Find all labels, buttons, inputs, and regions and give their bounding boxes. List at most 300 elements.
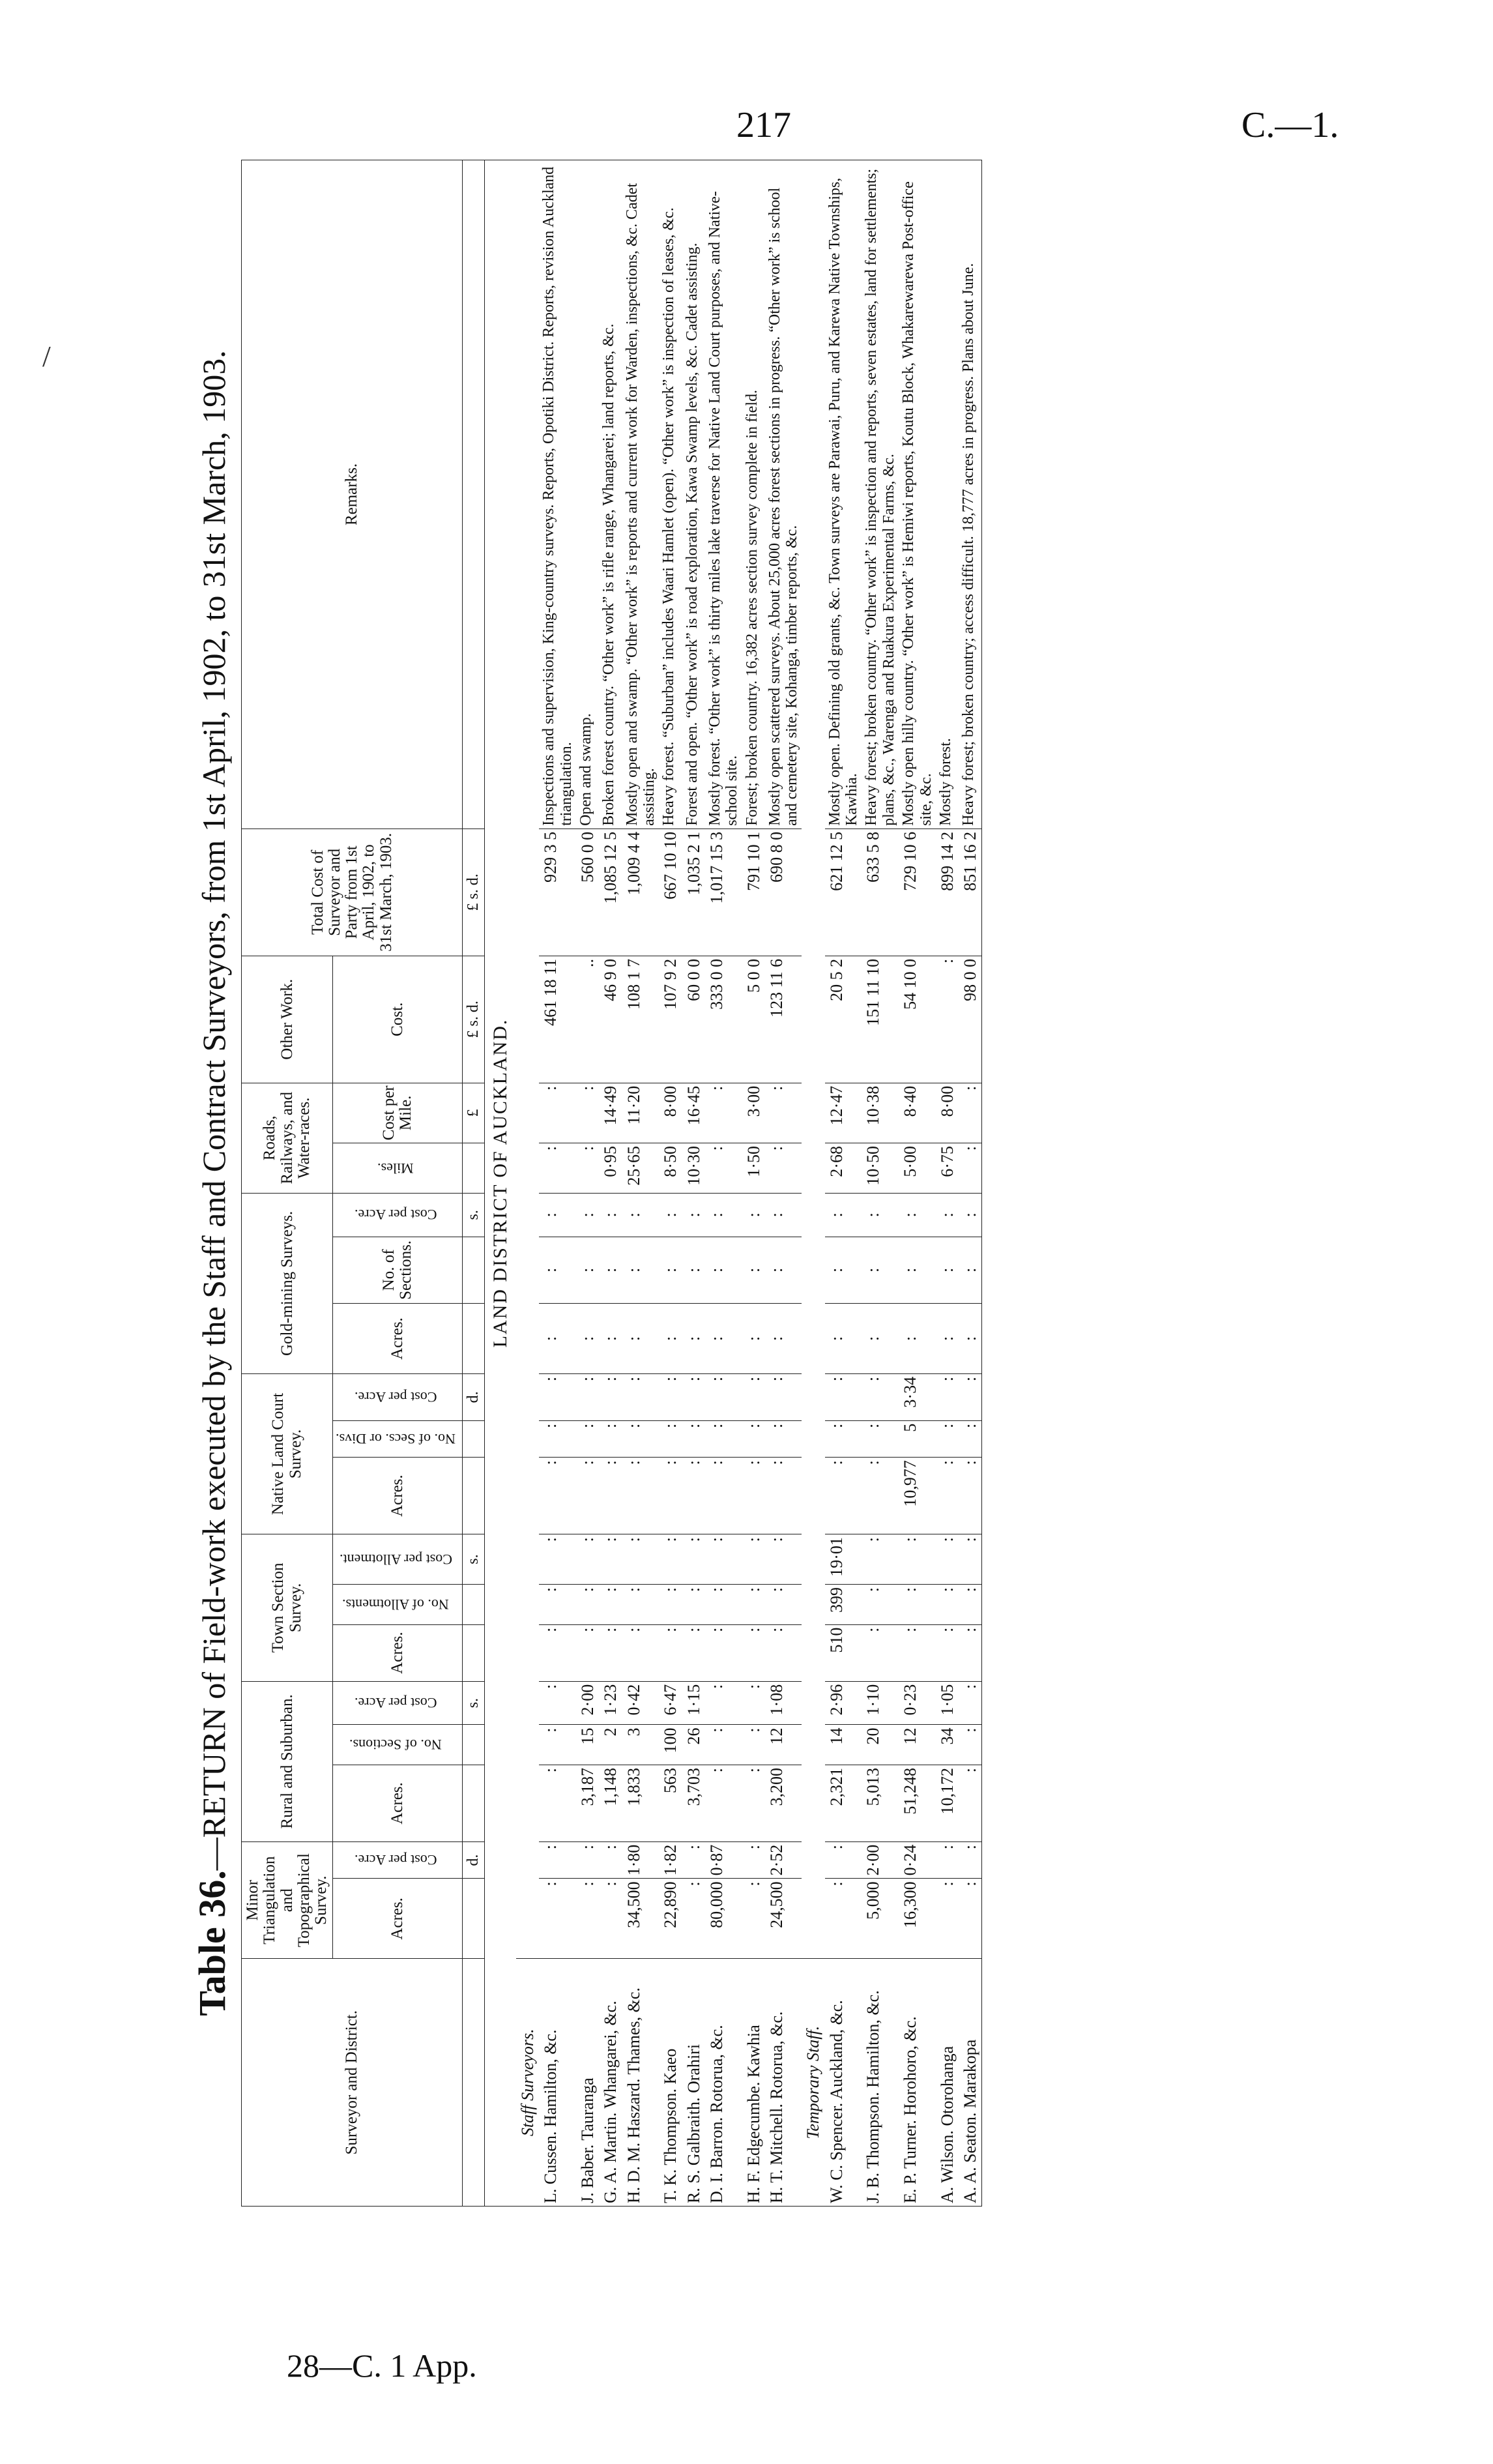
subheader-cost-per-acre bbox=[333, 1373, 463, 1420]
rural-cost-cell: 2·96 bbox=[825, 1681, 862, 1725]
native-secs-cell: : bbox=[959, 1420, 982, 1457]
table-row bbox=[576, 160, 599, 2207]
rural-acres-cell: 10,172 bbox=[936, 1765, 959, 1842]
rural-sections-cell: 2 bbox=[599, 1725, 622, 1765]
rural-cost-cell: : bbox=[959, 1681, 982, 1725]
miles-cell: : bbox=[765, 1143, 802, 1194]
total-cost-cell: 667 10 10 bbox=[659, 829, 682, 956]
native-secs-cell: 5 bbox=[899, 1420, 936, 1457]
town-allotments-cell: : bbox=[599, 1585, 622, 1625]
subheader-cost-per-allotment-text: Cost per Allotment. bbox=[339, 1551, 452, 1568]
tri-cost-cell: 2·52 bbox=[765, 1841, 802, 1878]
subheader-cost-per-allotment bbox=[333, 1534, 463, 1585]
gold-sections-cell: : bbox=[659, 1237, 682, 1304]
native-acres-cell: : bbox=[959, 1458, 982, 1534]
remarks-cell: Forest and open. “Other work” is road exploration, Kawa Swamp levels, &c. Cadet assisting. bbox=[682, 160, 705, 829]
town-acres-cell: : bbox=[765, 1624, 802, 1681]
subheader-cost-per-acre bbox=[333, 1681, 463, 1725]
miles-cell: : bbox=[959, 1143, 982, 1194]
subheader-miles bbox=[333, 1143, 463, 1194]
remarks-cell: Mostly open and swamp. “Other work” is reports and current work for Warden, inspections, &c. Cadet assisting. bbox=[622, 160, 660, 829]
surveyor-cell: A. A. Seaton. Marakopa bbox=[959, 1959, 982, 2207]
gold-cost-cell: : bbox=[742, 1193, 765, 1237]
tri-cost-cell: : bbox=[539, 1841, 576, 1878]
town-cost-cell: 19·01 bbox=[825, 1534, 862, 1585]
gold-cost-cell: : bbox=[862, 1193, 899, 1237]
gold-sections-cell: : bbox=[765, 1237, 802, 1304]
rural-cost-cell: 6·47 bbox=[659, 1681, 682, 1725]
town-cost-cell: : bbox=[862, 1534, 899, 1585]
other-work-cost-cell: 108 1 7 bbox=[622, 956, 660, 1083]
rural-acres-cell: 3,187 bbox=[576, 1765, 599, 1842]
subheader-cost: Cost. bbox=[333, 956, 463, 1083]
units-cell: £ s. d. bbox=[463, 829, 485, 956]
tri-cost-cell: 0·87 bbox=[705, 1841, 742, 1878]
remarks-cell: Open and swamp. bbox=[576, 160, 599, 829]
margin-mark: / bbox=[42, 340, 51, 373]
town-acres-cell: : bbox=[936, 1624, 959, 1681]
rural-sections-cell: 12 bbox=[765, 1725, 802, 1765]
total-cost-cell: 929 3 5 bbox=[539, 829, 576, 956]
native-secs-cell: : bbox=[539, 1420, 576, 1457]
total-cost-cell: 633 5 8 bbox=[862, 829, 899, 956]
rural-cost-cell: 2·00 bbox=[576, 1681, 599, 1725]
header-surveyor: Surveyor and District. bbox=[242, 1959, 463, 2207]
town-acres-cell: : bbox=[705, 1624, 742, 1681]
native-cost-cell: : bbox=[825, 1373, 862, 1420]
subheader-acres: Acres. bbox=[333, 1765, 463, 1842]
rural-cost-cell: : bbox=[539, 1681, 576, 1725]
cost-per-mile-cell: 3·00 bbox=[742, 1083, 765, 1143]
header-roads: Roads, Railways, and Water-races. bbox=[242, 1083, 333, 1193]
town-acres-cell: : bbox=[539, 1624, 576, 1681]
town-acres-cell: 510 bbox=[825, 1624, 862, 1681]
town-allotments-cell: : bbox=[899, 1585, 936, 1625]
units-cell bbox=[463, 160, 485, 829]
tri-acres-cell: : bbox=[682, 1879, 705, 1959]
miles-cell: 5·00 bbox=[899, 1143, 936, 1194]
surveyor-cell: J. Baber. Tauranga bbox=[576, 1959, 599, 2207]
field-work-return-table bbox=[241, 160, 982, 2207]
rural-sections-cell: : bbox=[705, 1725, 742, 1765]
table-row bbox=[682, 160, 705, 2207]
town-cost-cell: : bbox=[622, 1534, 660, 1585]
remarks-cell: Mostly forest. “Other work” is thirty miles lake traverse for Native Land Court purposes, and Native-school site. bbox=[705, 160, 742, 829]
total-cost-cell: 1,017 15 3 bbox=[705, 829, 742, 956]
town-cost-cell: : bbox=[765, 1534, 802, 1585]
subheader-no-secs-divs-text: No. of Secs. or Divs. bbox=[336, 1430, 456, 1447]
header-gold-mining: Gold-mining Surveys. bbox=[242, 1193, 333, 1373]
other-work-cost-cell: 333 0 0 bbox=[705, 956, 742, 1083]
table-row bbox=[862, 160, 899, 2207]
remarks-cell: Heavy forest; broken country. “Other work” is inspection and reports, seven estates, land for settlements; plans, &c., Warenga and Ruakura Experimental Farms, &c. bbox=[862, 160, 899, 829]
tri-cost-cell: 1·82 bbox=[659, 1841, 682, 1878]
rural-acres-cell: 3,200 bbox=[765, 1765, 802, 1842]
total-cost-cell: 560 0 0 bbox=[576, 829, 599, 956]
total-cost-cell: 899 14 2 bbox=[936, 829, 959, 956]
table-row bbox=[765, 160, 802, 2207]
gold-sections-cell: : bbox=[622, 1237, 660, 1304]
table-row bbox=[599, 160, 622, 2207]
units-cell bbox=[463, 1765, 485, 1842]
town-allotments-cell: : bbox=[659, 1585, 682, 1625]
tri-acres-cell: 16,300 bbox=[899, 1879, 936, 1959]
native-acres-cell: : bbox=[682, 1458, 705, 1534]
miles-cell: 10·30 bbox=[682, 1143, 705, 1194]
tri-acres-cell: : bbox=[599, 1879, 622, 1959]
header-town-section: Town Section Survey. bbox=[242, 1534, 333, 1682]
table-row bbox=[825, 160, 862, 2207]
town-allotments-cell: : bbox=[862, 1585, 899, 1625]
caption-row bbox=[516, 160, 539, 2207]
units-cell bbox=[463, 1143, 485, 1194]
gold-cost-cell: : bbox=[599, 1193, 622, 1237]
miles-cell: 2·68 bbox=[825, 1143, 862, 1194]
gold-sections-cell: : bbox=[599, 1237, 622, 1304]
tri-cost-cell: : bbox=[825, 1841, 862, 1878]
gold-acres-cell: : bbox=[659, 1304, 682, 1374]
rural-sections-cell: : bbox=[959, 1725, 982, 1765]
tri-cost-cell: : bbox=[742, 1841, 765, 1878]
subheader-cost-per-acre-text: Cost per Acre. bbox=[354, 1207, 437, 1224]
table-number: Table 36. bbox=[191, 1870, 233, 2016]
tri-acres-cell: : bbox=[742, 1879, 765, 1959]
surveyor-cell: W. C. Spencer. Auckland, &c. bbox=[825, 1959, 862, 2207]
gold-sections-cell: : bbox=[862, 1237, 899, 1304]
cost-per-mile-cell: 8·00 bbox=[659, 1083, 682, 1143]
remarks-cell: Mostly open hilly country. “Other work” is Hemiwi reports, Koutu Block, Whakarewarewa Post-office site, &c. bbox=[899, 160, 936, 829]
subheader-cost-per-acre-text: Cost per Acre. bbox=[354, 1695, 437, 1712]
native-secs-cell: : bbox=[682, 1420, 705, 1457]
surveyor-cell: D. I. Barron. Rotorua, &c. bbox=[705, 1959, 742, 2207]
gold-sections-cell: : bbox=[825, 1237, 862, 1304]
total-cost-cell: 791 10 1 bbox=[742, 829, 765, 956]
gold-acres-cell: : bbox=[599, 1304, 622, 1374]
native-secs-cell: : bbox=[599, 1420, 622, 1457]
rural-cost-cell: 1·10 bbox=[862, 1681, 899, 1725]
units-cell bbox=[463, 1959, 485, 2207]
header-native-land-court: Native Land Court Survey. bbox=[242, 1373, 333, 1534]
native-acres-cell: : bbox=[599, 1458, 622, 1534]
rotated-table-page bbox=[189, 160, 1355, 2207]
cost-per-mile-cell: 10·38 bbox=[862, 1083, 899, 1143]
header-remarks: Remarks. bbox=[242, 160, 463, 829]
other-work-cost-cell: 98 0 0 bbox=[959, 956, 982, 1083]
table-row bbox=[705, 160, 742, 2207]
temporary-rows bbox=[825, 160, 982, 2207]
tri-cost-cell: : bbox=[599, 1841, 622, 1878]
table-row bbox=[936, 160, 959, 2207]
native-acres-cell: : bbox=[825, 1458, 862, 1534]
native-cost-cell: : bbox=[765, 1373, 802, 1420]
native-cost-cell: : bbox=[659, 1373, 682, 1420]
town-acres-cell: : bbox=[899, 1624, 936, 1681]
native-secs-cell: : bbox=[576, 1420, 599, 1457]
gold-sections-cell: : bbox=[705, 1237, 742, 1304]
tri-acres-cell: : bbox=[825, 1879, 862, 1959]
cost-per-mile-cell: : bbox=[576, 1083, 599, 1143]
surveyor-cell: H. T. Mitchell. Rotorua, &c. bbox=[765, 1959, 802, 2207]
district-row bbox=[485, 160, 517, 2207]
table-row bbox=[742, 160, 765, 2207]
temporary-staff-caption: Temporary Staff. bbox=[802, 1959, 824, 2207]
town-cost-cell: : bbox=[539, 1534, 576, 1585]
native-cost-cell: : bbox=[622, 1373, 660, 1420]
tri-acres-cell: 34,500 bbox=[622, 1879, 660, 1959]
town-acres-cell: : bbox=[862, 1624, 899, 1681]
native-cost-cell: : bbox=[936, 1373, 959, 1420]
gold-sections-cell: : bbox=[682, 1237, 705, 1304]
units-cell: d. bbox=[463, 1841, 485, 1878]
rural-acres-cell: 3,703 bbox=[682, 1765, 705, 1842]
surveyor-cell: G. A. Martin. Whangarei, &c. bbox=[599, 1959, 622, 2207]
surveyor-cell: L. Cussen. Hamilton, &c. bbox=[539, 1959, 576, 2207]
units-cell: £ s. d. bbox=[463, 956, 485, 1083]
native-secs-cell: : bbox=[936, 1420, 959, 1457]
gold-cost-cell: : bbox=[825, 1193, 862, 1237]
rural-acres-cell: : bbox=[959, 1765, 982, 1842]
miles-cell: 0·95 bbox=[599, 1143, 622, 1194]
miles-cell: : bbox=[576, 1143, 599, 1194]
town-allotments-cell: : bbox=[622, 1585, 660, 1625]
units-cell bbox=[463, 1585, 485, 1625]
surveyor-cell: E. P. Turner. Horohoro, &c. bbox=[899, 1959, 936, 2207]
rural-acres-cell: 51,248 bbox=[899, 1765, 936, 1842]
rural-sections-cell: 15 bbox=[576, 1725, 599, 1765]
miles-cell: : bbox=[539, 1143, 576, 1194]
gold-cost-cell: : bbox=[622, 1193, 660, 1237]
native-secs-cell: : bbox=[765, 1420, 802, 1457]
town-allotments-cell: 399 bbox=[825, 1585, 862, 1625]
cost-per-mile-cell: 14·49 bbox=[599, 1083, 622, 1143]
tri-acres-cell: 22,890 bbox=[659, 1879, 682, 1959]
total-cost-cell: 690 8 0 bbox=[765, 829, 802, 956]
town-allotments-cell: : bbox=[682, 1585, 705, 1625]
subheader-cost-per-acre bbox=[333, 1841, 463, 1878]
tri-acres-cell: : bbox=[936, 1879, 959, 1959]
tri-cost-cell: : bbox=[936, 1841, 959, 1878]
rural-acres-cell: : bbox=[742, 1765, 765, 1842]
rural-sections-cell: : bbox=[742, 1725, 765, 1765]
cost-per-mile-cell: 11·20 bbox=[622, 1083, 660, 1143]
town-allotments-cell: : bbox=[765, 1585, 802, 1625]
gold-acres-cell: : bbox=[742, 1304, 765, 1374]
native-cost-cell: : bbox=[705, 1373, 742, 1420]
subheader-cost-per-acre-text: Cost per Acre. bbox=[354, 1388, 437, 1405]
gold-cost-cell: : bbox=[576, 1193, 599, 1237]
rural-acres-cell: 5,013 bbox=[862, 1765, 899, 1842]
cost-per-mile-cell: : bbox=[959, 1083, 982, 1143]
gold-sections-cell: : bbox=[576, 1237, 599, 1304]
gold-cost-cell: : bbox=[765, 1193, 802, 1237]
caption-spacer bbox=[516, 160, 539, 1959]
rural-cost-cell: 0·42 bbox=[622, 1681, 660, 1725]
units-row bbox=[463, 160, 485, 2207]
native-secs-cell: : bbox=[622, 1420, 660, 1457]
native-acres-cell: : bbox=[539, 1458, 576, 1534]
table-row bbox=[899, 160, 936, 2207]
remarks-cell: Heavy forest; broken country; access difficult. 18,777 acres in progress. Plans about June. bbox=[959, 160, 982, 829]
town-acres-cell: : bbox=[622, 1624, 660, 1681]
town-allotments-cell: : bbox=[705, 1585, 742, 1625]
rural-cost-cell: 0·23 bbox=[899, 1681, 936, 1725]
other-work-cost-cell: 461 18 11 bbox=[539, 956, 576, 1083]
gold-acres-cell: : bbox=[682, 1304, 705, 1374]
native-secs-cell: : bbox=[742, 1420, 765, 1457]
rural-cost-cell: : bbox=[742, 1681, 765, 1725]
town-cost-cell: : bbox=[936, 1534, 959, 1585]
town-allotments-cell: : bbox=[742, 1585, 765, 1625]
gold-acres-cell: : bbox=[825, 1304, 862, 1374]
gold-cost-cell: : bbox=[959, 1193, 982, 1237]
town-acres-cell: : bbox=[576, 1624, 599, 1681]
gold-cost-cell: : bbox=[705, 1193, 742, 1237]
rural-acres-cell: 2,321 bbox=[825, 1765, 862, 1842]
other-work-cost-cell: 107 9 2 bbox=[659, 956, 682, 1083]
rural-sections-cell: 14 bbox=[825, 1725, 862, 1765]
town-cost-cell: : bbox=[576, 1534, 599, 1585]
gold-acres-cell: : bbox=[936, 1304, 959, 1374]
miles-cell: 25·65 bbox=[622, 1143, 660, 1194]
gold-acres-cell: : bbox=[622, 1304, 660, 1374]
rural-cost-cell: 1·15 bbox=[682, 1681, 705, 1725]
gold-acres-cell: : bbox=[862, 1304, 899, 1374]
subheader-acres: Acres. bbox=[333, 1304, 463, 1374]
miles-cell: 6·75 bbox=[936, 1143, 959, 1194]
tri-cost-cell: 0·24 bbox=[899, 1841, 936, 1878]
subheader-no-secs-divs bbox=[333, 1420, 463, 1457]
surveyor-cell: J. B. Thompson. Hamilton, &c. bbox=[862, 1959, 899, 2207]
total-cost-cell: 1,035 2 1 bbox=[682, 829, 705, 956]
native-secs-cell: : bbox=[705, 1420, 742, 1457]
gold-acres-cell: : bbox=[899, 1304, 936, 1374]
gold-cost-cell: : bbox=[539, 1193, 576, 1237]
gold-sections-cell: : bbox=[959, 1237, 982, 1304]
town-cost-cell: : bbox=[742, 1534, 765, 1585]
rural-acres-cell: : bbox=[705, 1765, 742, 1842]
tri-cost-cell: : bbox=[959, 1841, 982, 1878]
native-acres-cell: : bbox=[862, 1458, 899, 1534]
town-cost-cell: : bbox=[682, 1534, 705, 1585]
total-cost-cell: 1,009 4 4 bbox=[622, 829, 660, 956]
other-work-cost-cell: 151 11 10 bbox=[862, 956, 899, 1083]
gold-cost-cell: : bbox=[682, 1193, 705, 1237]
subheader-cost-per-acre bbox=[333, 1193, 463, 1237]
table-title bbox=[190, 160, 234, 2207]
staff-rows bbox=[539, 160, 802, 2207]
gold-cost-cell: : bbox=[899, 1193, 936, 1237]
town-cost-cell: : bbox=[899, 1534, 936, 1585]
cost-per-mile-cell: : bbox=[539, 1083, 576, 1143]
native-cost-cell: : bbox=[539, 1373, 576, 1420]
tri-acres-cell: 80,000 bbox=[705, 1879, 742, 1959]
subheader-no-allotments-text: No. of Allotments. bbox=[342, 1596, 450, 1613]
tri-cost-cell: : bbox=[682, 1841, 705, 1878]
gold-sections-cell: : bbox=[742, 1237, 765, 1304]
rural-sections-cell: : bbox=[539, 1725, 576, 1765]
total-cost-cell: 851 16 2 bbox=[959, 829, 982, 956]
units-cell bbox=[463, 1624, 485, 1681]
gold-acres-cell: : bbox=[765, 1304, 802, 1374]
gold-acres-cell: : bbox=[705, 1304, 742, 1374]
rural-sections-cell: 12 bbox=[899, 1725, 936, 1765]
rural-acres-cell: 563 bbox=[659, 1765, 682, 1842]
subheader-no-allotments bbox=[333, 1585, 463, 1625]
tri-acres-cell: 24,500 bbox=[765, 1879, 802, 1959]
town-allotments-cell: : bbox=[936, 1585, 959, 1625]
native-cost-cell: : bbox=[682, 1373, 705, 1420]
surveyor-cell: T. K. Thompson. Kaeo bbox=[659, 1959, 682, 2207]
tri-acres-cell: : bbox=[539, 1879, 576, 1959]
gold-sections-cell: : bbox=[899, 1237, 936, 1304]
surveyor-cell: R. S. Galbraith. Orahiri bbox=[682, 1959, 705, 2207]
subheader-cost-per-mile: Cost per Mile. bbox=[333, 1083, 463, 1143]
rural-sections-cell: 100 bbox=[659, 1725, 682, 1765]
cost-per-mile-cell: 8·40 bbox=[899, 1083, 936, 1143]
native-cost-cell: : bbox=[599, 1373, 622, 1420]
gold-cost-cell: : bbox=[936, 1193, 959, 1237]
remarks-cell: Forest; broken country. 16,382 acres section survey complete in field. bbox=[742, 160, 765, 829]
town-cost-cell: : bbox=[959, 1534, 982, 1585]
tri-acres-cell: : bbox=[959, 1879, 982, 1959]
remarks-cell: Heavy forest. “Suburban” includes Waari Hamlet (open). “Other work” is inspection of leases, &c. bbox=[659, 160, 682, 829]
native-acres-cell: : bbox=[936, 1458, 959, 1534]
rural-cost-cell: 1·05 bbox=[936, 1681, 959, 1725]
units-cell: d. bbox=[463, 1373, 485, 1420]
town-acres-cell: : bbox=[682, 1624, 705, 1681]
other-work-cost-cell: 46 9 0 bbox=[599, 956, 622, 1083]
header-total-cost: Total Cost of Surveyor and Party from 1st April, 1902, to 31st March, 1903. bbox=[242, 829, 463, 956]
native-acres-cell: 10,977 bbox=[899, 1458, 936, 1534]
gold-sections-cell: : bbox=[936, 1237, 959, 1304]
folio-mark: 28—C. 1 App. bbox=[287, 2347, 477, 2384]
tri-acres-cell: 5,000 bbox=[862, 1879, 899, 1959]
other-work-cost-cell: 54 10 0 bbox=[899, 956, 936, 1083]
remarks-cell: Mostly forest. bbox=[936, 160, 959, 829]
total-cost-cell: 621 12 5 bbox=[825, 829, 862, 956]
total-cost-cell: 1,085 12 5 bbox=[599, 829, 622, 956]
gold-sections-cell: : bbox=[539, 1237, 576, 1304]
native-secs-cell: : bbox=[659, 1420, 682, 1457]
surveyor-cell: A. Wilson. Otorohanga bbox=[936, 1959, 959, 2207]
tri-acres-cell: : bbox=[576, 1879, 599, 1959]
native-cost-cell: : bbox=[742, 1373, 765, 1420]
rural-cost-cell: 1·23 bbox=[599, 1681, 622, 1725]
subheader-no-sections-text: No. of Sections. bbox=[349, 1737, 442, 1753]
town-allotments-cell: : bbox=[959, 1585, 982, 1625]
subheader-miles-text: Miles. bbox=[377, 1160, 414, 1177]
remarks-cell: Inspections and supervision, King-country surveys. Reports, Opotiki District. Reports, revision Auckland triangulation. bbox=[539, 160, 576, 829]
rural-acres-cell: : bbox=[539, 1765, 576, 1842]
header-minor-triangulation: Minor Triangulation and Topographical Survey. bbox=[242, 1841, 333, 1959]
subheader-no-sections bbox=[333, 1725, 463, 1765]
miles-cell: 10·50 bbox=[862, 1143, 899, 1194]
gold-acres-cell: : bbox=[539, 1304, 576, 1374]
rural-cost-cell: 1·08 bbox=[765, 1681, 802, 1725]
cost-per-mile-cell: : bbox=[705, 1083, 742, 1143]
native-acres-cell: : bbox=[622, 1458, 660, 1534]
units-cell: s. bbox=[463, 1534, 485, 1585]
units-cell: s. bbox=[463, 1193, 485, 1237]
town-acres-cell: : bbox=[599, 1624, 622, 1681]
subheader-cost-per-acre-text: Cost per Acre. bbox=[354, 1852, 437, 1869]
town-acres-cell: : bbox=[742, 1624, 765, 1681]
units-cell bbox=[463, 1420, 485, 1457]
document-code: C.—1. bbox=[1241, 105, 1339, 145]
staff-surveyors-caption: Staff Surveyors. bbox=[516, 1959, 539, 2207]
gold-cost-cell: : bbox=[659, 1193, 682, 1237]
table-row bbox=[959, 160, 982, 2207]
